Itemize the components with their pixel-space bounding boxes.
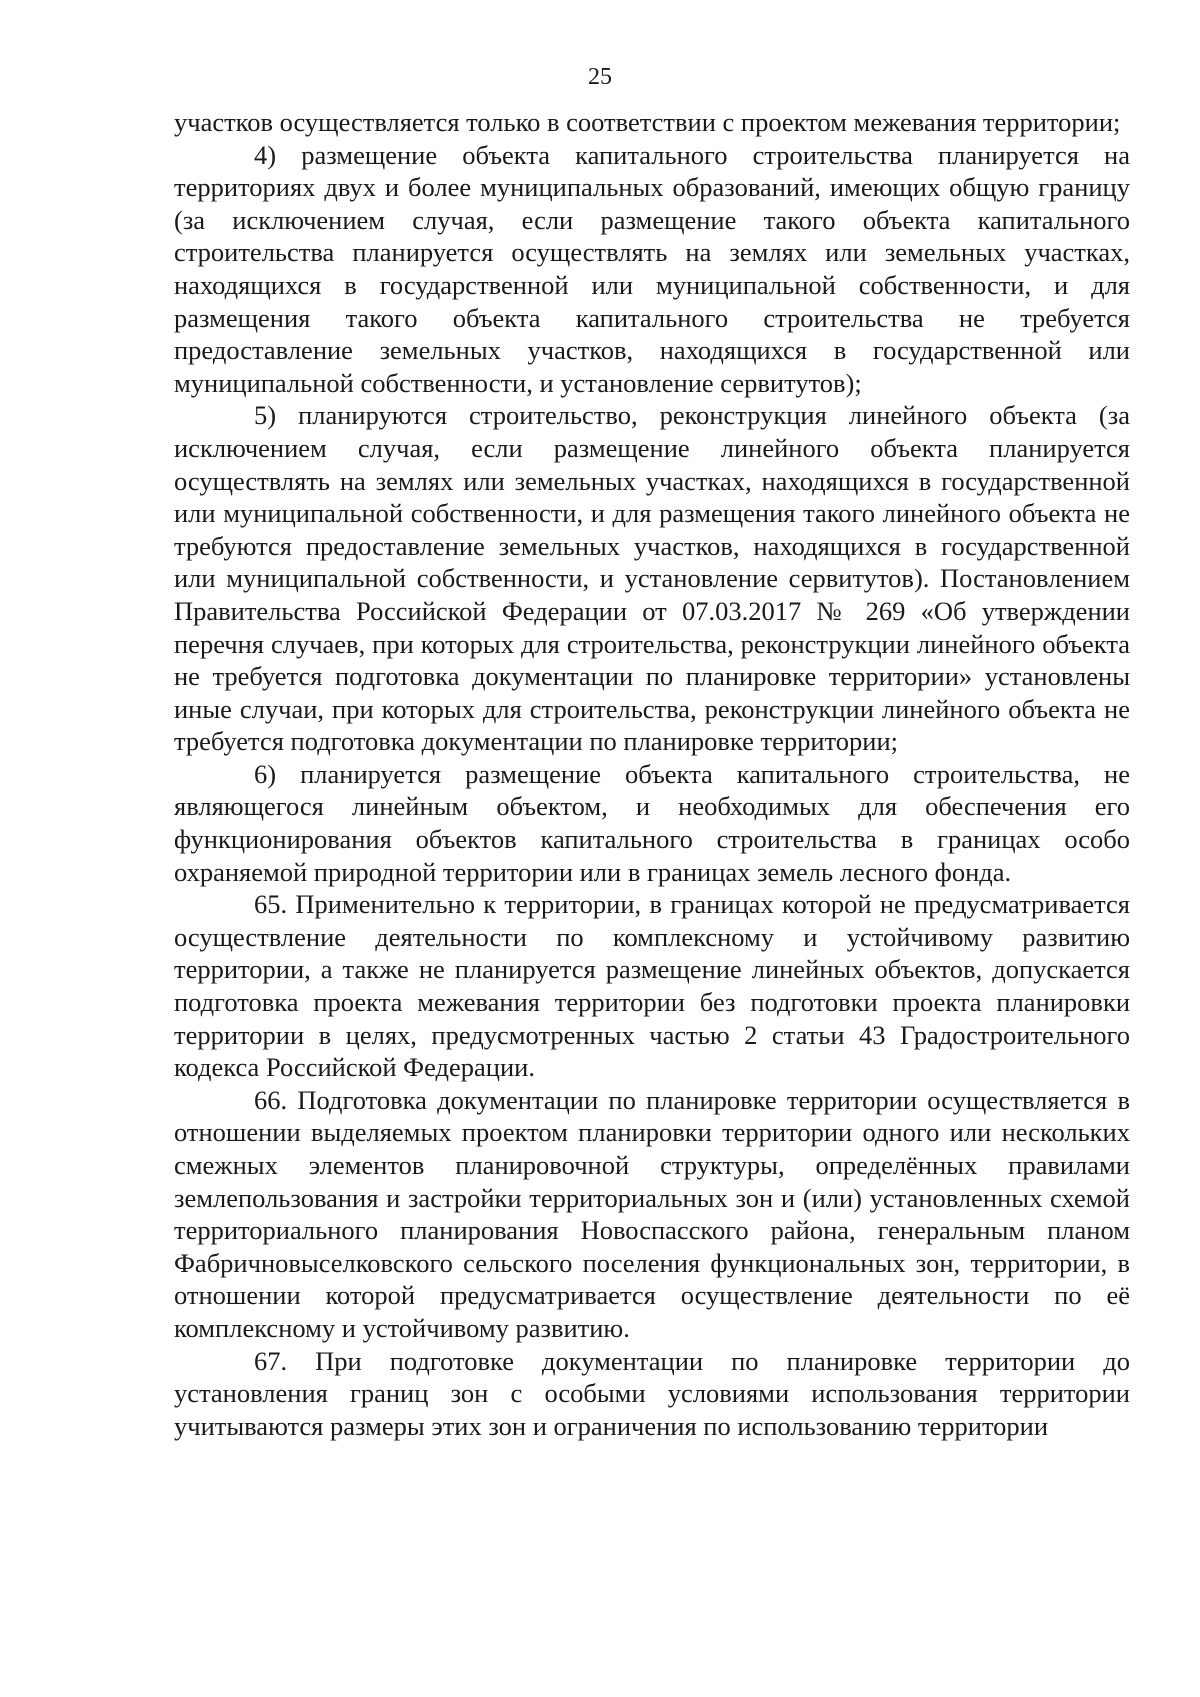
paragraph-67: 67. При подготовке документации по планировке территории до установления границ зон с особыми условиями использования территории учитываются размеры этих зон и ограничения по использованию территории [174,1345,1130,1441]
page-number: 25 [588,64,612,90]
document-body [174,106,1130,1442]
paragraph-continuation: участков осуществляется только в соответствии с проектом межевания территории; [174,107,1121,137]
paragraph-item-6: 6) планируется размещение объекта капитального строительства, не являющегося линейным объектом, и необходимых для обеспечения его функционирования объектов капитального строительства в границах особо охраняемой природной территории или в границах земель лесного фонда. [174,758,1130,887]
paragraph-item-5: 5) планируются строительство, реконструкция линейного объекта (за исключением случая, если размещение линейного объекта планируется осуществлять на землях или земельных участках, находящихся в государственной или муниципальной собственности, и для размещения такого линейного объекта не требуются предоставление земельных участков, находящихся в государственной или муниципальной собственности, и установление сервитутов). Постановлением Правительства Российской Федерации от 07.03.2017 № 269 «Об утверждении перечня случаев, при которых для строительства, реконструкции линейного объекта не требуется подготовка документации по планировке территории» установлены иные случаи, при которых для строительства, реконструкции линейного объекта не требуется подготовка документации по планировке территории; [174,400,1130,757]
paragraph-65: 65. Применительно к территории, в границах которой не предусматривается осуществление деятельности по комплексному и устойчивому развитию территории, а также не планируется размещение линейных объектов, допускается подготовка проекта межевания территории без подготовки проекта планировки территории в целях, предусмотренных частью 2 статьи 43 Градостроительного кодекса Российской Федерации. [174,889,1130,1083]
paragraph-66: 66. Подготовка документации по планировке территории осуществляется в отношении выделяемых проектом планировки территории одного или нескольких смежных элементов планировочной структуры, определённых правилами землепользования и застройки территориальных зон и (или) установленных схемой территориального планирования Новоспасского района, генеральным планом Фабричновыселковского сельского поселения функциональных зон, территории, в отношении которой предусматривается осуществление деятельности по её комплексному и устойчивому развитию. [174,1084,1130,1343]
paragraph-item-4: 4) размещение объекта капитального строительства планируется на территориях двух и более муниципальных образований, имеющих общую границу (за исключением случая, если размещение такого объекта капитального строительства планируется осуществлять на землях или земельных участках, находящихся в государственной или муниципальной собственности, и для размещения такого объекта капитального строительства не требуется предоставление земельных участков, находящихся в государственной или муниципальной собственности, и установление сервитутов); [174,139,1130,398]
